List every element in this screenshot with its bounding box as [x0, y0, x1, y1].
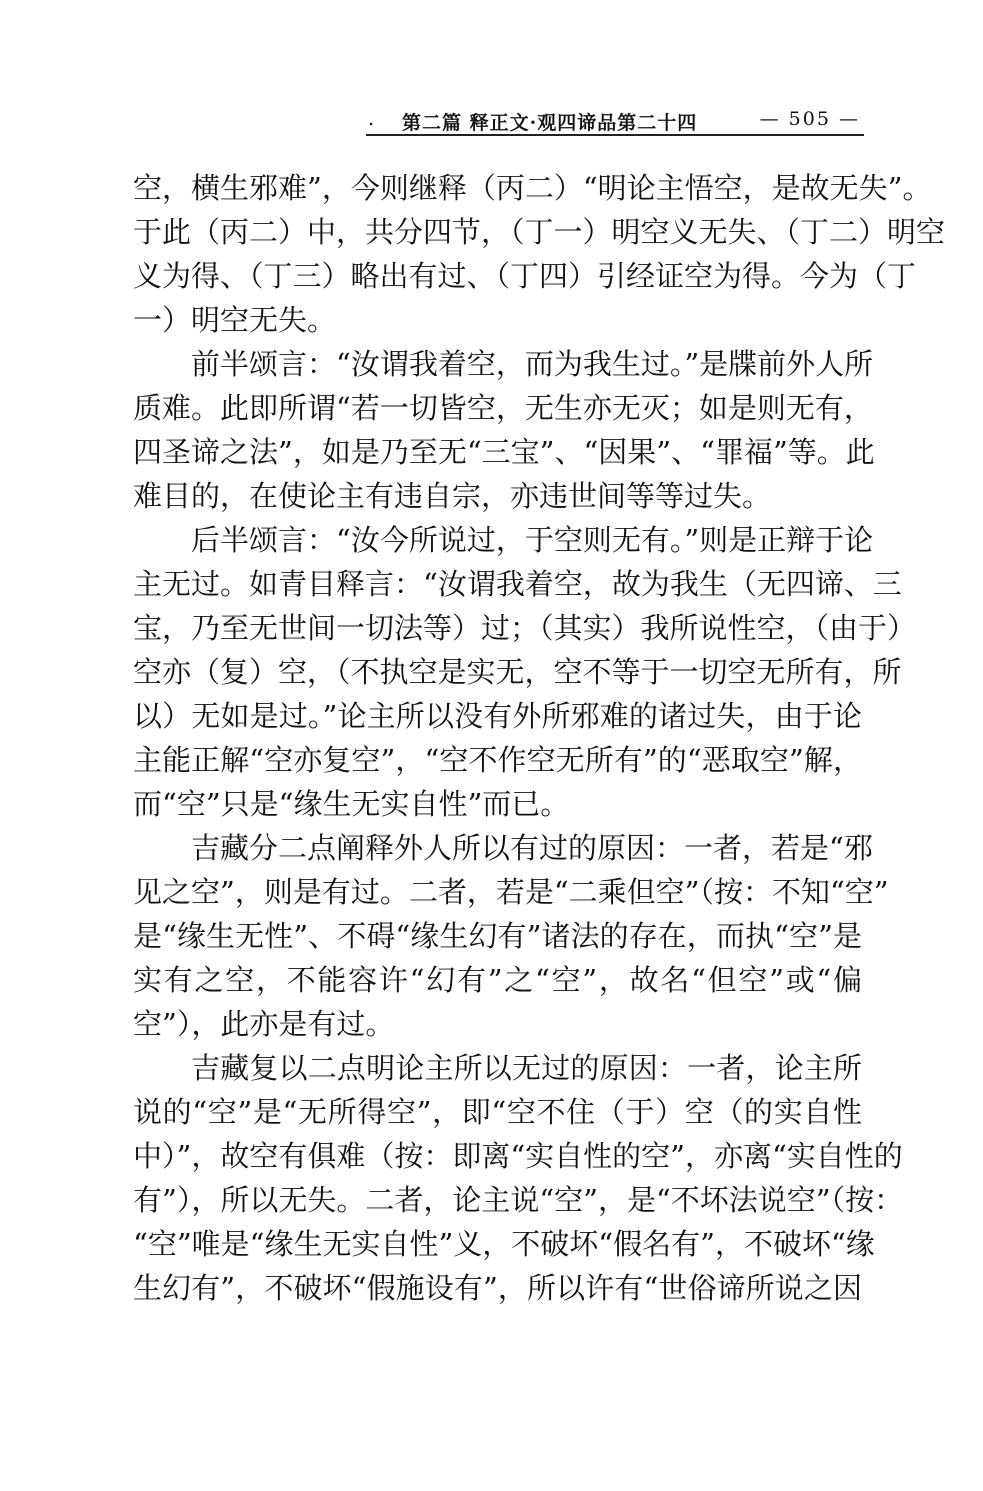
paragraph [133, 1046, 904, 1310]
text-line: 难目的，在使论主有违自宗，亦违世间等等过失。 [133, 479, 772, 513]
text-line: “空”唯是“缘生无实自性”义，不破坏“假名有”，不破坏“缘 [133, 1227, 875, 1261]
text-line: 质难。此即所谓“若一切皆空，无生亦无灭；如是则无有， [133, 391, 873, 425]
text-line: 生幻有”，不破坏“假施设有”，所以许有“世俗谛所说之因 [133, 1271, 862, 1305]
text-line: 以）无如是过。”论主所以没有外所邪难的诸过失，由于论 [133, 699, 862, 733]
text-line: 主能正解“空亦复空”，“空不作空无所有”的“恶取空”解， [133, 743, 862, 777]
text-line: 是“缘生无性”、不碍“缘生幻有”诸法的存在，而执“空”是 [133, 919, 862, 953]
text-line: 有”），所以无失。二者，论主说“空”，是“不坏法说空”（按： [133, 1183, 904, 1217]
body-text [133, 166, 946, 1310]
paragraph [133, 518, 917, 826]
text-line: 说的“空”是“无所得空”，即“空不住（于）空（的实自性 [133, 1095, 862, 1129]
text-line: 吉藏复以二点明论主所以无过的原因：一者，论主所 [191, 1051, 862, 1085]
text-line: 宝，乃至无世间一切法等）过；（其实）我所说性空，（由于） [133, 611, 917, 645]
text-line: 四圣谛之法”，如是乃至无“三宝”、“因果”、“罪福”等。此 [133, 435, 875, 469]
paragraph [133, 342, 875, 518]
running-header [366, 104, 864, 136]
header-mark: . [368, 108, 375, 130]
text-line: 后半颂言：“汝今所说过，于空则无有。”则是正辩于论 [191, 523, 874, 557]
paragraph [133, 166, 946, 342]
text-line: 主无过。如青目释言：“汝谓我着空，故为我生（无四谛、三 [133, 567, 902, 601]
text-line: 义为得、（丁三）略出有过、（丁四）引经证空为得。今为（丁 [133, 259, 917, 293]
text-line: 中）”，故空有俱难（按：即离“实自性的空”，亦离“实自性的 [133, 1139, 903, 1173]
text-line: 实有之空，不能容许“幻有”之“空”，故名“但空”或“偏 [133, 963, 862, 997]
text-line: 前半颂言：“汝谓我着空，而为我生过。”是牒前外人所 [191, 347, 874, 381]
text-line: 空亦（复）空，（不执空是实无，空不等于一切空无所有，所 [133, 655, 902, 689]
text-line: 而“空”只是“缘生无实自性”而已。 [133, 787, 570, 821]
text-line: 一）明空无失。 [133, 303, 337, 337]
text-line: 空”），此亦是有过。 [133, 1007, 395, 1041]
text-line: 空，横生邪难”，今则继释（丙二）“明论主悟空，是故无失”。 [133, 171, 932, 205]
text-line: 于此（丙二）中，共分四节，（丁一）明空义无失、（丁二）明空 [133, 215, 946, 249]
header-title: 第二篇 释正文·观四谛品第二十四 [402, 112, 698, 134]
page-number: — 505 — [759, 108, 860, 130]
text-line: 吉藏分二点阐释外人所以有过的原因：一者，若是“邪 [191, 831, 873, 865]
paragraph [133, 826, 889, 1046]
text-line: 见之空”，则是有过。二者，若是“二乘但空”（按：不知“空” [133, 875, 889, 909]
